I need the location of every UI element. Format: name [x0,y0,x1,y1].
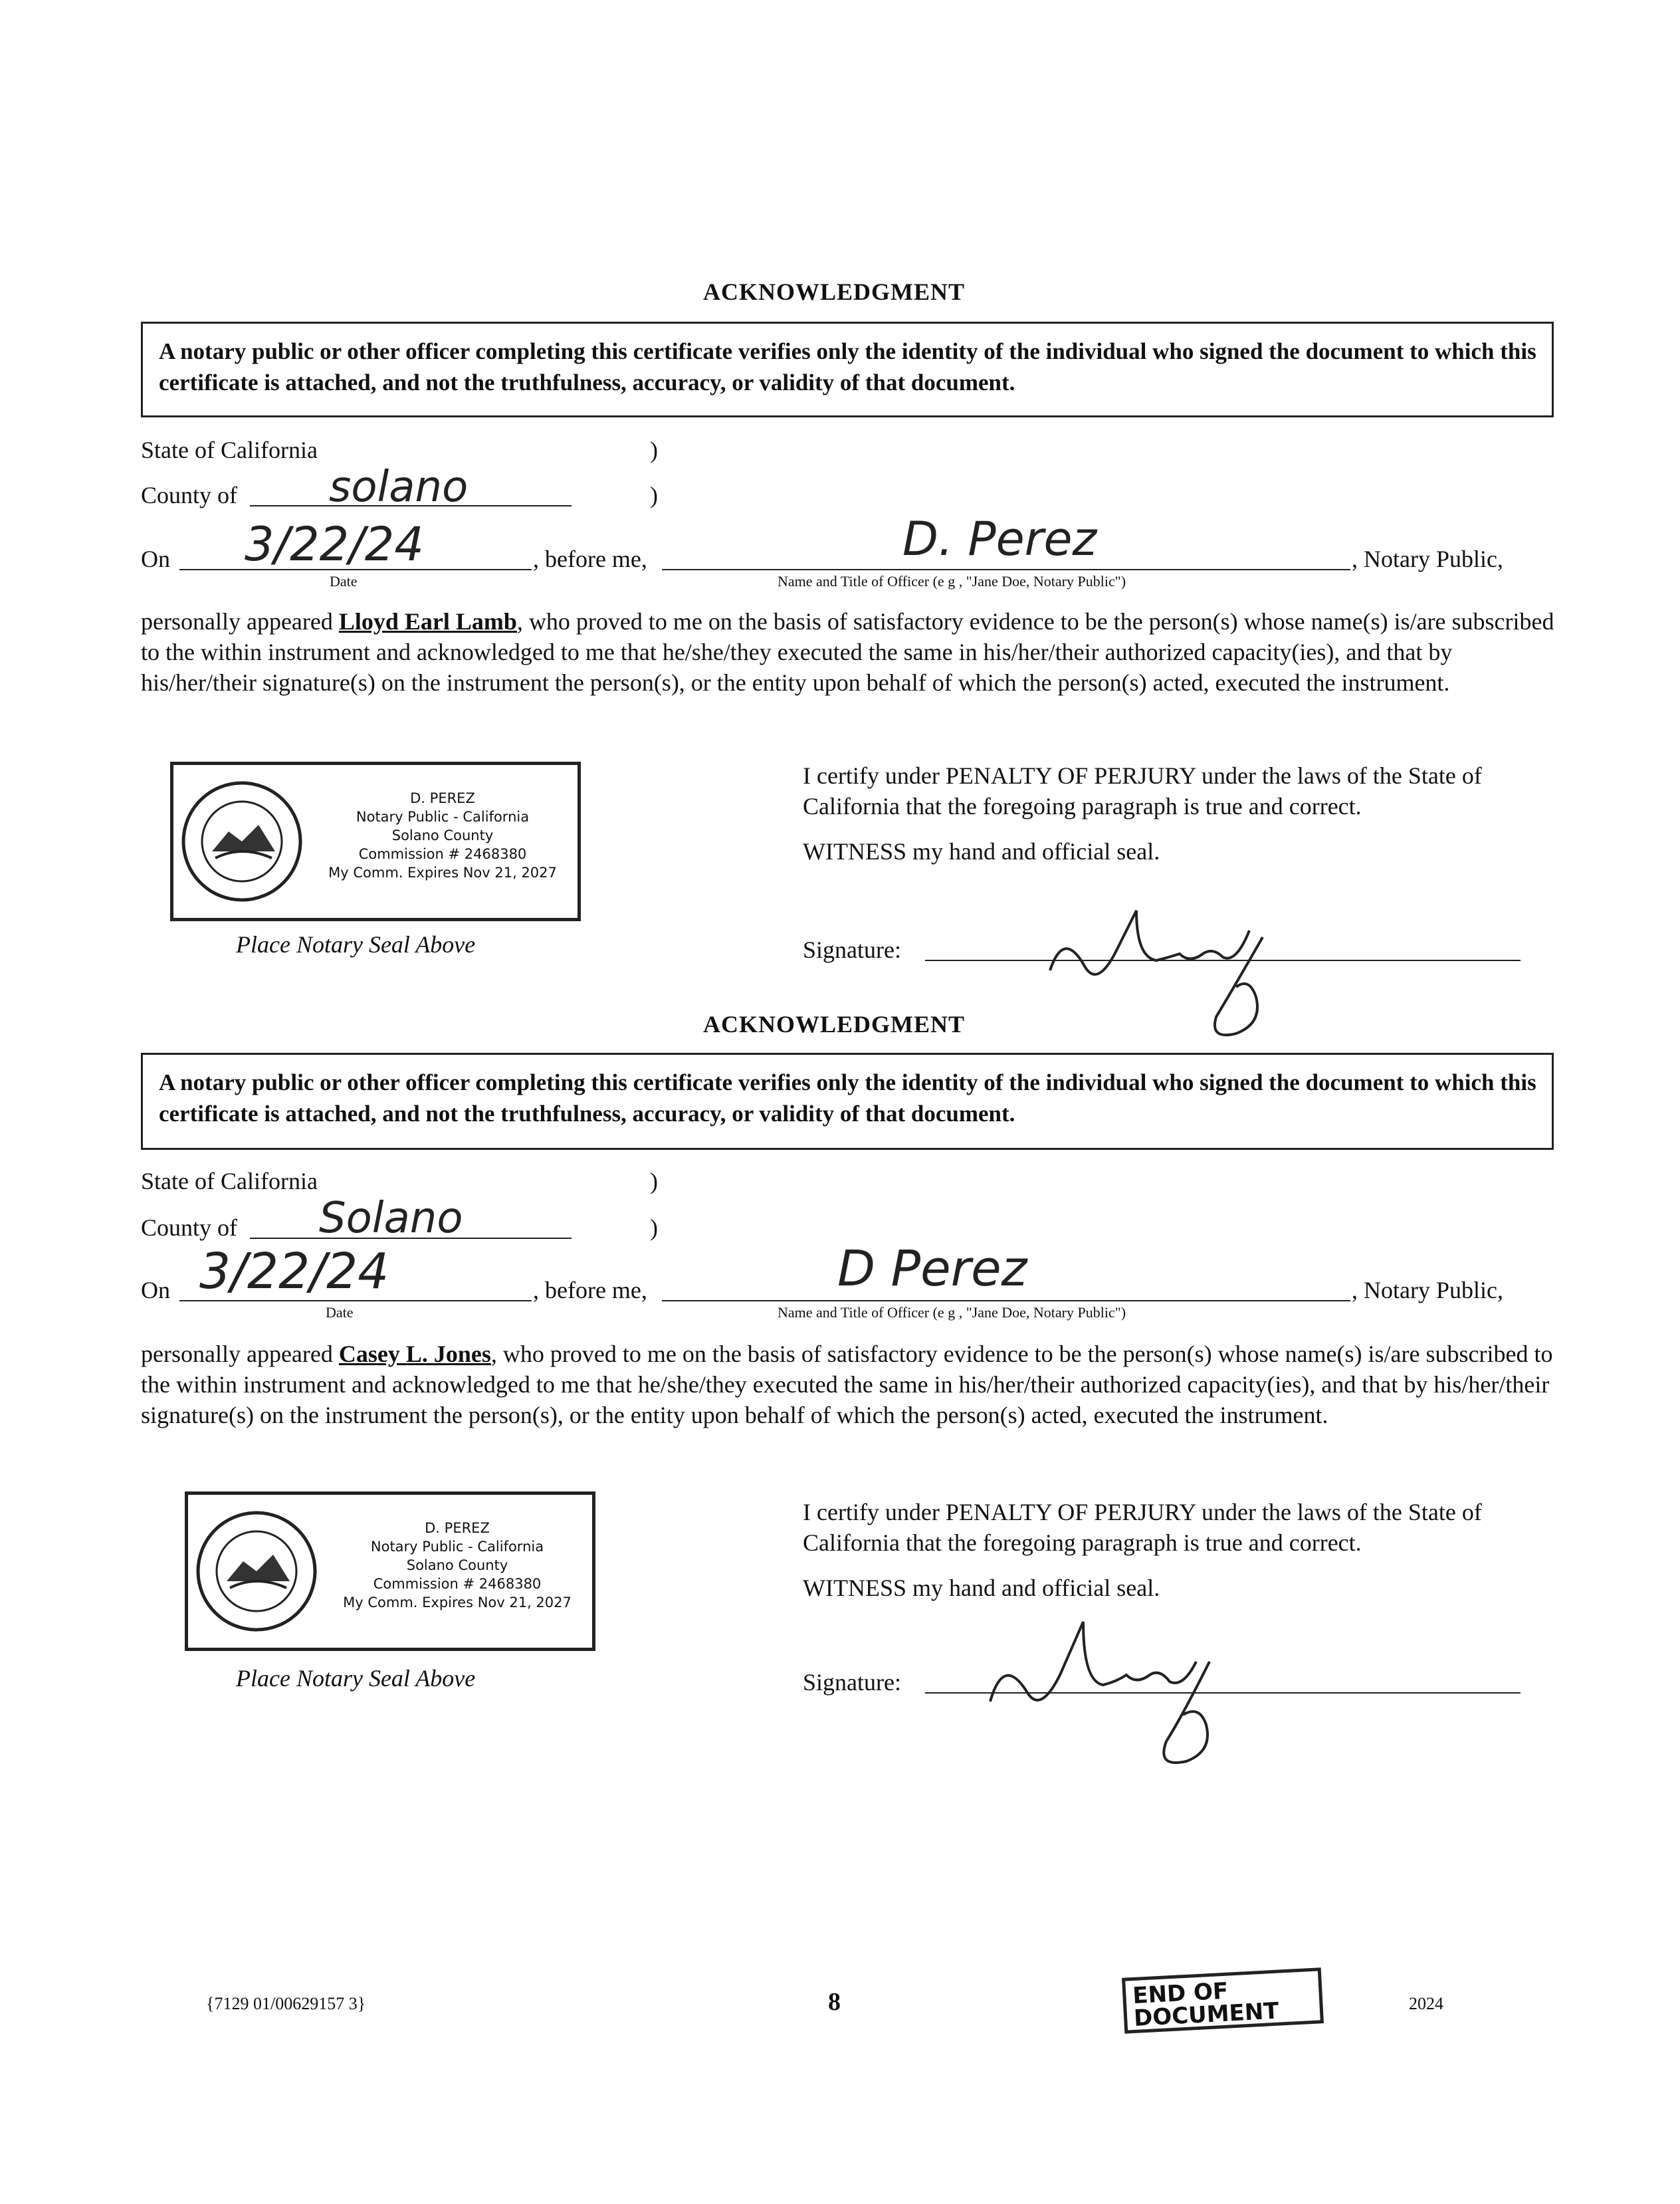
page-number: 8 [828,1988,841,2016]
state-label: State of California [141,1168,318,1194]
date-line [179,1300,532,1301]
date-caption: Date [326,1304,354,1321]
on-label: On [141,546,170,572]
before-me: , before me, [533,1277,647,1303]
signature-drawing [1037,891,1303,1044]
county-label: County of [141,482,238,508]
document-id: {7129 01/00629157 3} [206,1994,366,2013]
county-label: County of [141,1214,238,1241]
seal-caption: Place Notary Seal Above [236,931,476,958]
county-handwritten: Solano [319,1194,463,1243]
officer-line [662,569,1350,570]
notary-seal-stamp [170,762,581,921]
officer-handwritten: D Perez [837,1240,1027,1297]
signature-drawing [977,1608,1243,1775]
signature-label: Signature: [803,1669,901,1696]
witness-text: WITNESS my hand and official seal. [803,838,1160,865]
witness-text: WITNESS my hand and official seal. [803,1575,1160,1601]
paren: ) [650,1214,658,1241]
notary-public-label: , Notary Public, [1352,546,1503,572]
paren: ) [650,437,658,463]
certify-text: I certify under PENALTY OF PERJURY under the laws of the State of California that the foregoing paragraph is true and correct. [803,762,1482,820]
paren: ) [650,482,658,508]
notary-public-label: , Notary Public, [1352,1277,1503,1303]
date-caption: Date [330,573,358,590]
date-handwritten: 3/22/24 [199,1243,389,1300]
end-of-document-stamp: END OF DOCUMENT [1122,1967,1324,2034]
officer-caption: Name and Title of Officer (e g , "Jane Doe, Notary Public") [778,1304,1126,1321]
state-seal-icon [179,778,305,905]
notice-box: A notary public or other officer completing this certificate verifies only the identity of the individual who signed the document to which this certificate is attached, and not the truthfulness, accuracy, or validity of that document. [141,322,1554,417]
acknowledgment-paragraph: personally appeared Lloyd Earl Lamb, who proved to me on the basis of satisfactory evidence to be the person(s) whose name(s) is/are subscribed to the within instrument and acknowledged to me that he/she/they executed the same in his/her/their authorized capacity(ies), and that by his/her/their signature(s) on the instrument the person(s), or the entity upon behalf of which the person(s) acted, executed the instrument. [141,608,1554,696]
notice-box: A notary public or other officer completing this certificate verifies only the identity of the individual who signed the document to which this certificate is attached, and not the truthfulness, accuracy, or validity of that document. [141,1053,1554,1150]
state-label: State of California [141,437,318,463]
person-name: Lloyd Earl Lamb [338,608,517,635]
seal-text: D. PEREZ Notary Public - California Solano County Commission # 2468380 My Comm. Expires Nov 21, 2027 [328,790,557,881]
block-title: ACKNOWLEDGMENT [703,1011,966,1038]
date-handwritten: 3/22/24 [245,517,424,572]
certify-text: I certify under PENALTY OF PERJURY under the laws of the State of California that the foregoing paragraph is true and correct. [803,1499,1482,1556]
officer-line [662,1300,1350,1301]
officer-caption: Name and Title of Officer (e g , "Jane Doe, Notary Public") [778,573,1126,590]
seal-caption: Place Notary Seal Above [236,1665,476,1692]
block-title: ACKNOWLEDGMENT [703,278,966,305]
seal-text: D. PEREZ Notary Public - California Solano County Commission # 2468380 My Comm. Expires Nov 21, 2027 [343,1520,572,1610]
county-handwritten: solano [329,463,469,512]
on-label: On [141,1277,170,1303]
person-name: Casey L. Jones [338,1341,491,1367]
signature-label: Signature: [803,937,901,963]
before-me: , before me, [533,546,647,572]
footer-year: 2024 [1409,1994,1443,2013]
paren: ) [650,1168,658,1194]
acknowledgment-paragraph: personally appeared Casey L. Jones, who proved to me on the basis of satisfactory evidence to be the person(s) whose name(s) is/are subscribed to the within instrument and acknowledged to me that he/she/they executed the same in his/her/their authorized capacity(ies), and that by his/her/their signature(s) on the instrument the person(s), or the entity upon behalf of which the person(s) acted, executed the instrument. [141,1341,1553,1428]
notary-seal-stamp [185,1491,595,1651]
officer-handwritten: D. Perez [902,512,1097,566]
state-seal-icon [193,1508,320,1634]
